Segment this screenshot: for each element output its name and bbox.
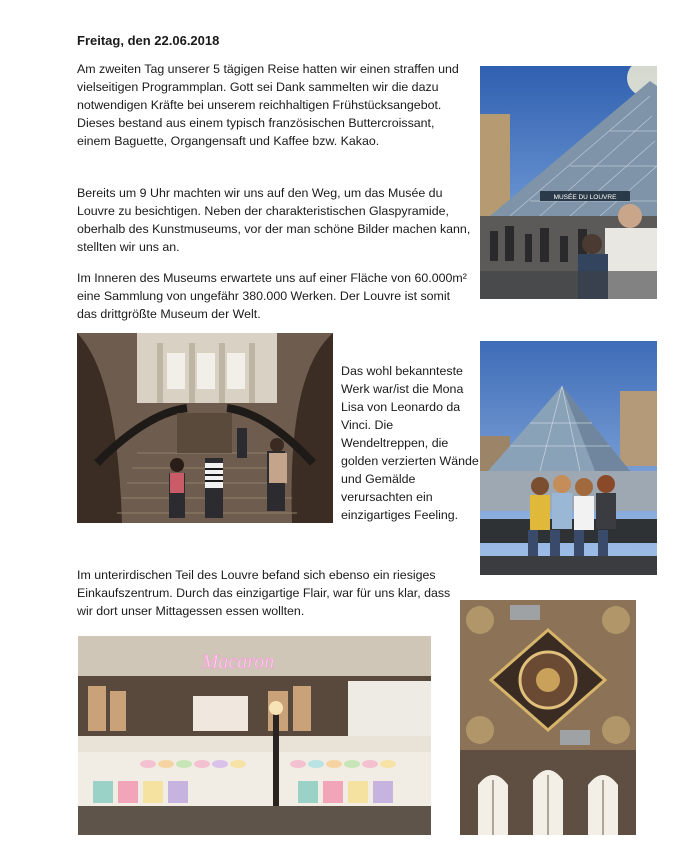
group-photo-pyramid	[480, 341, 657, 575]
paragraph-louvre-visit: Bereits um 9 Uhr machten wir uns auf den Weg, um das Musée du Louvre zu besichtigen. Neben der charakteristischen Glaspyramide, oberhalb des Kunstmuseums, vor der man schöne Bilder machen kann, stellten wir uns an.	[77, 186, 471, 254]
neon-sign-text: Macaron	[201, 651, 275, 673]
louvre-pyramid-photo	[480, 66, 657, 299]
louvre-staircase-photo	[77, 333, 333, 523]
louvre-ceiling-photo	[460, 600, 636, 835]
paragraph-museum-facts: Im Inneren des Museums erwartete uns auf einer Fläche von 60.000m² eine Sammlung von ungefähr 380.000 Werken. Der Louvre ist somit das drittgrößte Museum der Welt.	[77, 271, 467, 321]
macaron-shop-photo	[78, 636, 431, 835]
pyramid-sign-text: MUSÉE DU LOUVRE	[553, 194, 617, 201]
paragraph-mona-lisa: Das wohl bekannteste Werk war/ist die Mona Lisa von Leonardo da Vinci. Die Wendeltreppen, die golden verzierten Wände und Gemälde verursachten ein einzigartiges Feeling.	[341, 364, 479, 522]
paragraph-shopping-center: Im unterirdischen Teil des Louvre befand sich ebenso ein riesiges Einkaufszentrum. Durch das einzigartige Flair, war für uns klar, dass wir dort unser Mittagessen essen wollten.	[77, 568, 451, 618]
paragraph-breakfast: Am zweiten Tag unserer 5 tägigen Reise hatten wir einen straffen und vielseitigen Programmplan. Gott sei Dank sammelten wir die dazu notwendigen Kräfte bei unserem reichhaltigen Frühstücksangebot. Dieses bestand aus einem typisch französischen Buttercroissant, einem Baguette, Organgensaft und Kaffee bzw. Kakao.	[77, 62, 459, 148]
page-title: Freitag, den 22.06.2018	[77, 33, 220, 48]
